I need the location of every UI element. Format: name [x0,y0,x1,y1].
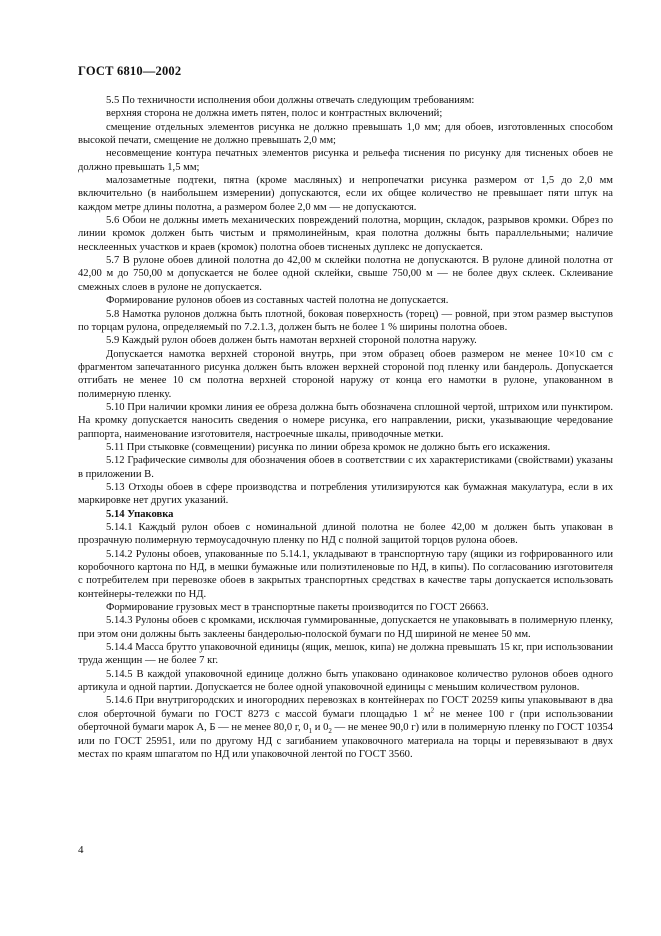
paragraph-text: и 0 [312,722,329,734]
paragraph: Формирование грузовых мест в транспортные пакеты производится по ГОСТ 26663. [106,602,489,614]
paragraph: 5.12 Графические символы для обозначения обоев в соответствии с их характеристиками (свойствами) указаны в приложении В. [78,455,613,480]
subscript: 1 [308,727,313,736]
document-body [78,94,613,761]
paragraph: 5.13 Отходы обоев в сфере производства и потребления утилизируются как бумажная макулатура, если в их маркировке нет других указаний. [78,481,613,507]
document-header: ГОСТ 6810—2002 [78,64,182,78]
paragraph: малозаметные подтеки, пятна (кроме масляных) и непропечатки рисунка размером от 1,5 до 2,0 мм включительно (в наибольшем измерении) допускаются, если их общее количество не превышает пяти штук на каждом метре длины полотна, а размером более 2,0 мм — не допускаются. [78,175,613,213]
superscript: 2 [430,706,435,715]
paragraph: 5.14.4 Масса брутто упаковочной единицы (ящик, мешок, кипа) не должна превышать 15 кг, при использовании труда женщин — не более 7 кг. [78,642,613,667]
paragraph: 5.9 Каждый рулон обоев должен быть намотан верхней стороной полотна наружу. [106,335,477,347]
paragraph: 5.14.5 В каждой упаковочной единице должно быть упаковано одинаковое количество рулонов обоев одного артикула и одной партии. Допускается не более одной упаковочной единицы с меньшим количеством рулонов. [78,668,613,694]
paragraph-text: — не менее 90,0 г) или в полимерную пленку по ГОСТ 10354 или по ГОСТ 25951, или по другому НД с загибанием упаковочного материала на торцы и перевязывают в двух местах по краям шпагатом по НД или упаковочной лентой по ГОСТ 3560. [78,722,613,760]
paragraph: 5.10 При наличии кромки линия ее обреза должна быть обозначена сплошной чертой, штрихом или пунктиром. На кромку допускается наносить сведения о номере рисунка, его направлении, риски, указывающие чередование раппорта, наименование изготовителя, настроечные шкалы, приводочные метки. [78,401,613,440]
paragraph-text: 5.14.6 При внутригородских и иногородних перевозках в контейнерах по ГОСТ 20259 кипы упаковывают в два слоя оберточной бумаги по ГОСТ 8273 с массой бумаги площадью 1 м [78,695,613,720]
paragraph: 5.8 Намотка рулонов должна быть плотной, боковая поверхность (торец) — ровной, при этом размер выступов по торцам рулона, определяемый по 7.2.1.3, должен быть не более 1 % ширины полотна обоев. [78,308,613,333]
paragraph: 5.6 Обои не должны иметь механических повреждений полотна, морщин, складок, разрывов кромки. Обрез по линии кромок должен быть чистым и прямолинейным, края полотна должны быть параллельными; наличие несклеенных участков и краев (кромок) полотна обоев тисненых дуплекс не допускается. [78,215,613,253]
subscript: 2 [328,727,332,736]
paragraph: 5.7 В рулоне обоев длиной полотна до 42,00 м склейки полотна не допускаются. В рулоне длиной полотна от 42,00 м до 750,00 м допускается не более одной склейки, свыше 750,00 м — не более двух склеек. Склеивание смежных слоев в рулоне не допускается. [78,255,613,293]
paragraph: Допускается намотка верхней стороной внутрь, при этом образец обоев размером не менее 10×10 см с фрагментом запечатанного рисунка должен быть вложен верхней стороной под пленку или бандероль. Допускается отгибать не менее 10 см полотна верхней стороной наружу от конца его намотки в рулоне, упакованном в полимерную пленку. [78,348,613,400]
paragraph: 5.14.2 Рулоны обоев, упакованные по 5.14.1, укладывают в транспортную тару (ящики из гофрированного или коробочного картона по НД, в мешки бумажные или полиэтиленовые по НД, в кипы). По согласованию изготовителя с потребителем при перевозке обоев в закрытых транспортных средствах в качестве тары допускается использовать контейнеры-тележки по НД. [78,548,613,600]
paragraph-text: не менее 100 г (при использовании оберточной бумаги марок А, Б — не менее 80,0 г, 0 [78,708,613,734]
paragraph: 5.14.3 Рулоны обоев с кромками, исключая гуммированные, допускается не упаковывать в полимерную пленку, при этом они должны быть заклеены бандеролью-полоской бумаги по НД шириной не менее 50 мм. [78,615,613,640]
paragraph: Формирование рулонов обоев из составных частей полотна не допускается. [106,295,449,307]
paragraph [78,694,613,761]
paragraph: 5.11 При стыковке (совмещении) рисунка по линии обреза кромок не должно быть его искажения. [106,441,551,453]
paragraph: 5.14.1 Каждый рулон обоев с номинальной длиной полотна не более 42,00 м должен быть упакован в прозрачную полимерную термоусадочную пленку по НД с полной защитой торцов рулона обоев. [78,522,613,547]
page-number: 4 [78,844,84,856]
section-heading: 5.14 Упаковка [106,508,174,520]
paragraph: верхняя сторона не должна иметь пятен, полос и контрастных включений; [106,108,443,120]
paragraph: несовмещение контура печатных элементов рисунка и рельефа тиснения по рисунку для тисненых обоев не должно превышать 1,5 мм; [78,148,613,173]
paragraph: смещение отдельных элементов рисунка не должно превышать 1,0 мм; для обоев, изготовленных способом высокой печати, смещение не должно превышать 2,0 мм; [78,121,613,147]
paragraph: 5.5 По техничности исполнения обои должны отвечать следующим требованиям: [106,95,475,106]
